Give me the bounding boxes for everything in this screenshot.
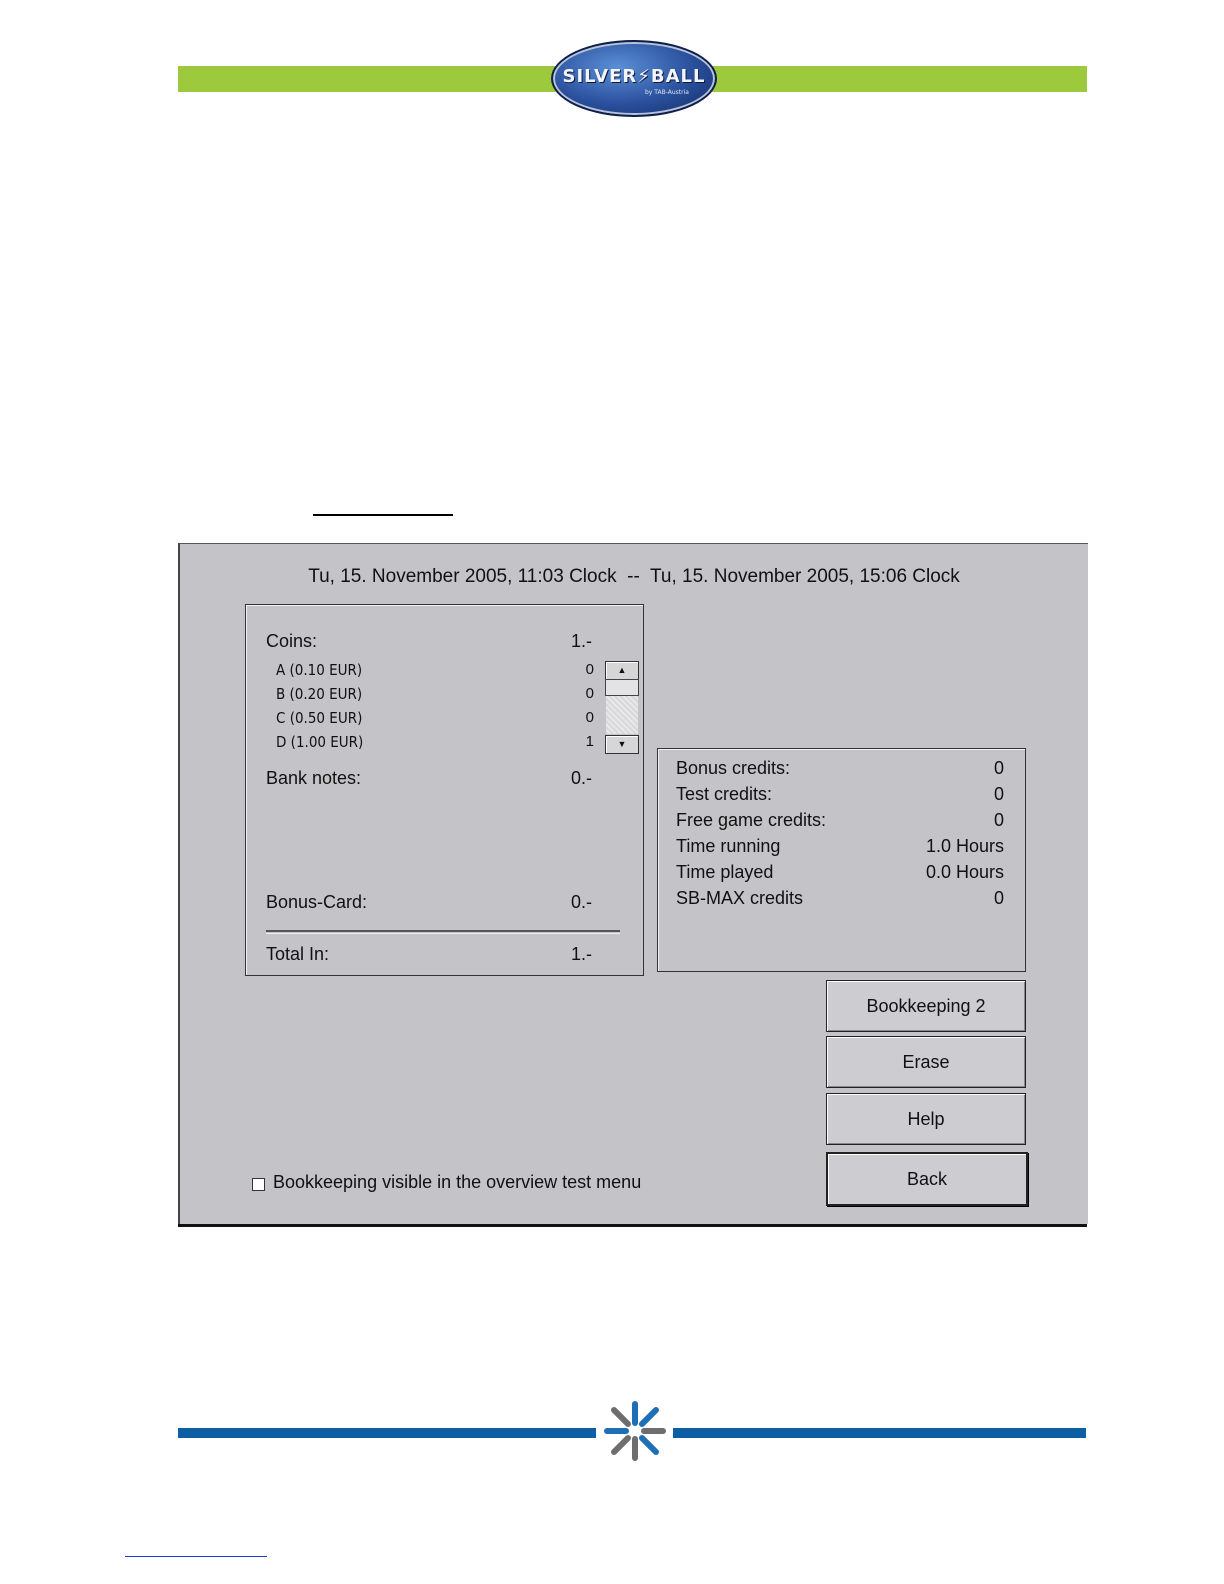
date-range: Tu, 15. November 2005, 11:03 Clock -- Tu, 15. November 2005, 15:06 Clock bbox=[308, 566, 960, 587]
stat-value: 0 bbox=[993, 784, 1004, 804]
total-in-value: 1.- bbox=[570, 944, 592, 964]
logo-text: SILVER⚡BALL bbox=[562, 66, 706, 87]
stat-value: 0 bbox=[993, 810, 1004, 830]
scroll-down-icon[interactable]: ▼ bbox=[605, 735, 639, 754]
stat-label: SB-MAX credits bbox=[676, 888, 804, 908]
footer-blue-bar-left bbox=[178, 1428, 596, 1438]
help-button[interactable]: Help bbox=[826, 1093, 1026, 1145]
stat-label: Free game credits: bbox=[676, 810, 827, 830]
coins-total: 1.- bbox=[570, 631, 592, 651]
bonus-card-label: Bonus-Card: bbox=[266, 892, 368, 912]
footer-link-underline bbox=[125, 1556, 267, 1557]
bank-notes-value: 0.- bbox=[570, 768, 592, 788]
divider-line bbox=[313, 514, 453, 516]
coin-item-value: 0 bbox=[585, 709, 594, 726]
silverball-logo bbox=[551, 40, 717, 117]
coin-item-label: B (0.20 EUR) bbox=[276, 685, 363, 703]
scroll-up-icon[interactable]: ▲ bbox=[605, 661, 639, 680]
coins-box bbox=[245, 604, 644, 976]
stat-label: Test credits: bbox=[676, 784, 773, 804]
bookkeeping-visible-checkbox[interactable] bbox=[252, 1178, 265, 1191]
coin-item-value: 1 bbox=[585, 733, 594, 750]
bank-notes-label: Bank notes: bbox=[266, 768, 362, 788]
coin-item-label: A (0.10 EUR) bbox=[276, 661, 363, 679]
total-separator bbox=[266, 930, 620, 932]
total-in-label: Total In: bbox=[266, 944, 330, 964]
erase-button[interactable]: Erase bbox=[826, 1036, 1026, 1088]
logo-subtext: by TAB-Austria bbox=[645, 89, 689, 96]
stat-label: Bonus credits: bbox=[676, 758, 791, 778]
coin-item-label: D (1.00 EUR) bbox=[276, 733, 364, 751]
panel-bottom-border bbox=[178, 1224, 1087, 1227]
scroll-thumb[interactable] bbox=[605, 679, 639, 696]
coin-item-label: C (0.50 EUR) bbox=[276, 709, 363, 727]
stat-value: 0.0 Hours bbox=[925, 862, 1004, 882]
coins-scrollbar[interactable] bbox=[605, 661, 639, 753]
stat-label: Time running bbox=[676, 836, 781, 856]
coin-item-value: 0 bbox=[585, 685, 594, 702]
back-button[interactable]: Back bbox=[826, 1152, 1028, 1206]
coins-label: Coins: bbox=[266, 631, 318, 651]
stat-value: 1.0 Hours bbox=[925, 836, 1004, 856]
stat-label: Time played bbox=[676, 862, 774, 882]
bookkeeping-panel bbox=[178, 543, 1088, 1224]
stat-value: 0 bbox=[993, 758, 1004, 778]
coin-item-value: 0 bbox=[585, 661, 594, 678]
footer-blue-bar-right bbox=[673, 1428, 1086, 1438]
bonus-card-value: 0.- bbox=[570, 892, 592, 912]
bookkeeping-2-button[interactable]: Bookkeeping 2 bbox=[826, 980, 1026, 1032]
bookkeeping-visible-label[interactable]: Bookkeeping visible in the overview test menu bbox=[273, 1172, 642, 1192]
total-separator-highlight bbox=[266, 933, 620, 934]
stats-box bbox=[657, 748, 1026, 972]
tab-austria-star-icon bbox=[600, 1398, 670, 1464]
stat-value: 0 bbox=[993, 888, 1004, 908]
scroll-track[interactable] bbox=[606, 696, 638, 734]
